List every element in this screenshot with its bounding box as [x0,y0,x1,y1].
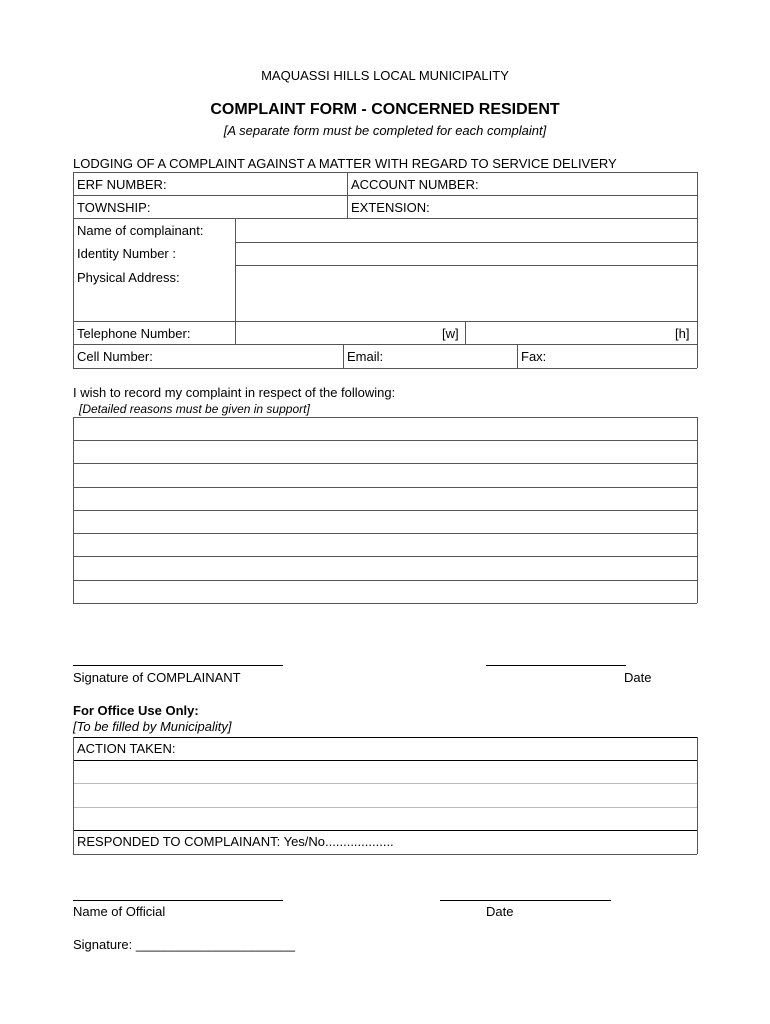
account-number-label: ACCOUNT NUMBER: [351,177,479,192]
action-taken-label: ACTION TAKEN: [77,741,176,756]
office-use-heading: For Office Use Only: [73,703,199,718]
form-note: [A separate form must be completed for each complaint] [223,123,547,138]
erf-number-label: ERF NUMBER: [77,177,167,192]
complaint-heading: I wish to record my complaint in respect of the following: [73,385,396,400]
telephone-number-label: Telephone Number: [77,326,191,341]
telephone-home-marker: [h] [675,326,690,341]
complainant-name-label: Name of complainant: [77,223,204,238]
fax-label: Fax: [521,349,547,364]
township-label: TOWNSHIP: [77,200,151,215]
official-signature-label: Signature: ______________________ [73,937,295,952]
form-title: COMPLAINT FORM - CONCERNED RESIDENT [210,101,560,118]
section-heading: LODGING OF A COMPLAINT AGAINST A MATTER WITH REGARD TO SERVICE DELIVERY [73,156,617,171]
identity-number-label: Identity Number : [77,246,176,261]
telephone-work-marker: [w] [442,326,459,341]
office-use-note: [To be filled by Municipality] [73,719,232,734]
complainant-date-label: Date [624,670,652,685]
complainant-signature-line [73,665,283,666]
complainant-signature-label: Signature of COMPLAINANT [73,670,241,685]
extension-label: EXTENSION: [351,200,430,215]
official-date-line [440,900,611,901]
municipality-name: MAQUASSI HILLS LOCAL MUNICIPALITY [261,68,509,83]
cell-number-label: Cell Number: [77,349,153,364]
responded-to-complainant-label: RESPONDED TO COMPLAINANT: Yes/No................... [77,834,394,849]
email-label: Email: [347,349,384,364]
official-name-line [73,900,283,901]
official-date-label: Date [486,904,514,919]
complaint-note: [Detailed reasons must be given in support] [79,402,310,416]
physical-address-label: Physical Address: [77,270,180,285]
complainant-date-line [486,665,626,666]
official-name-label: Name of Official [73,904,166,919]
